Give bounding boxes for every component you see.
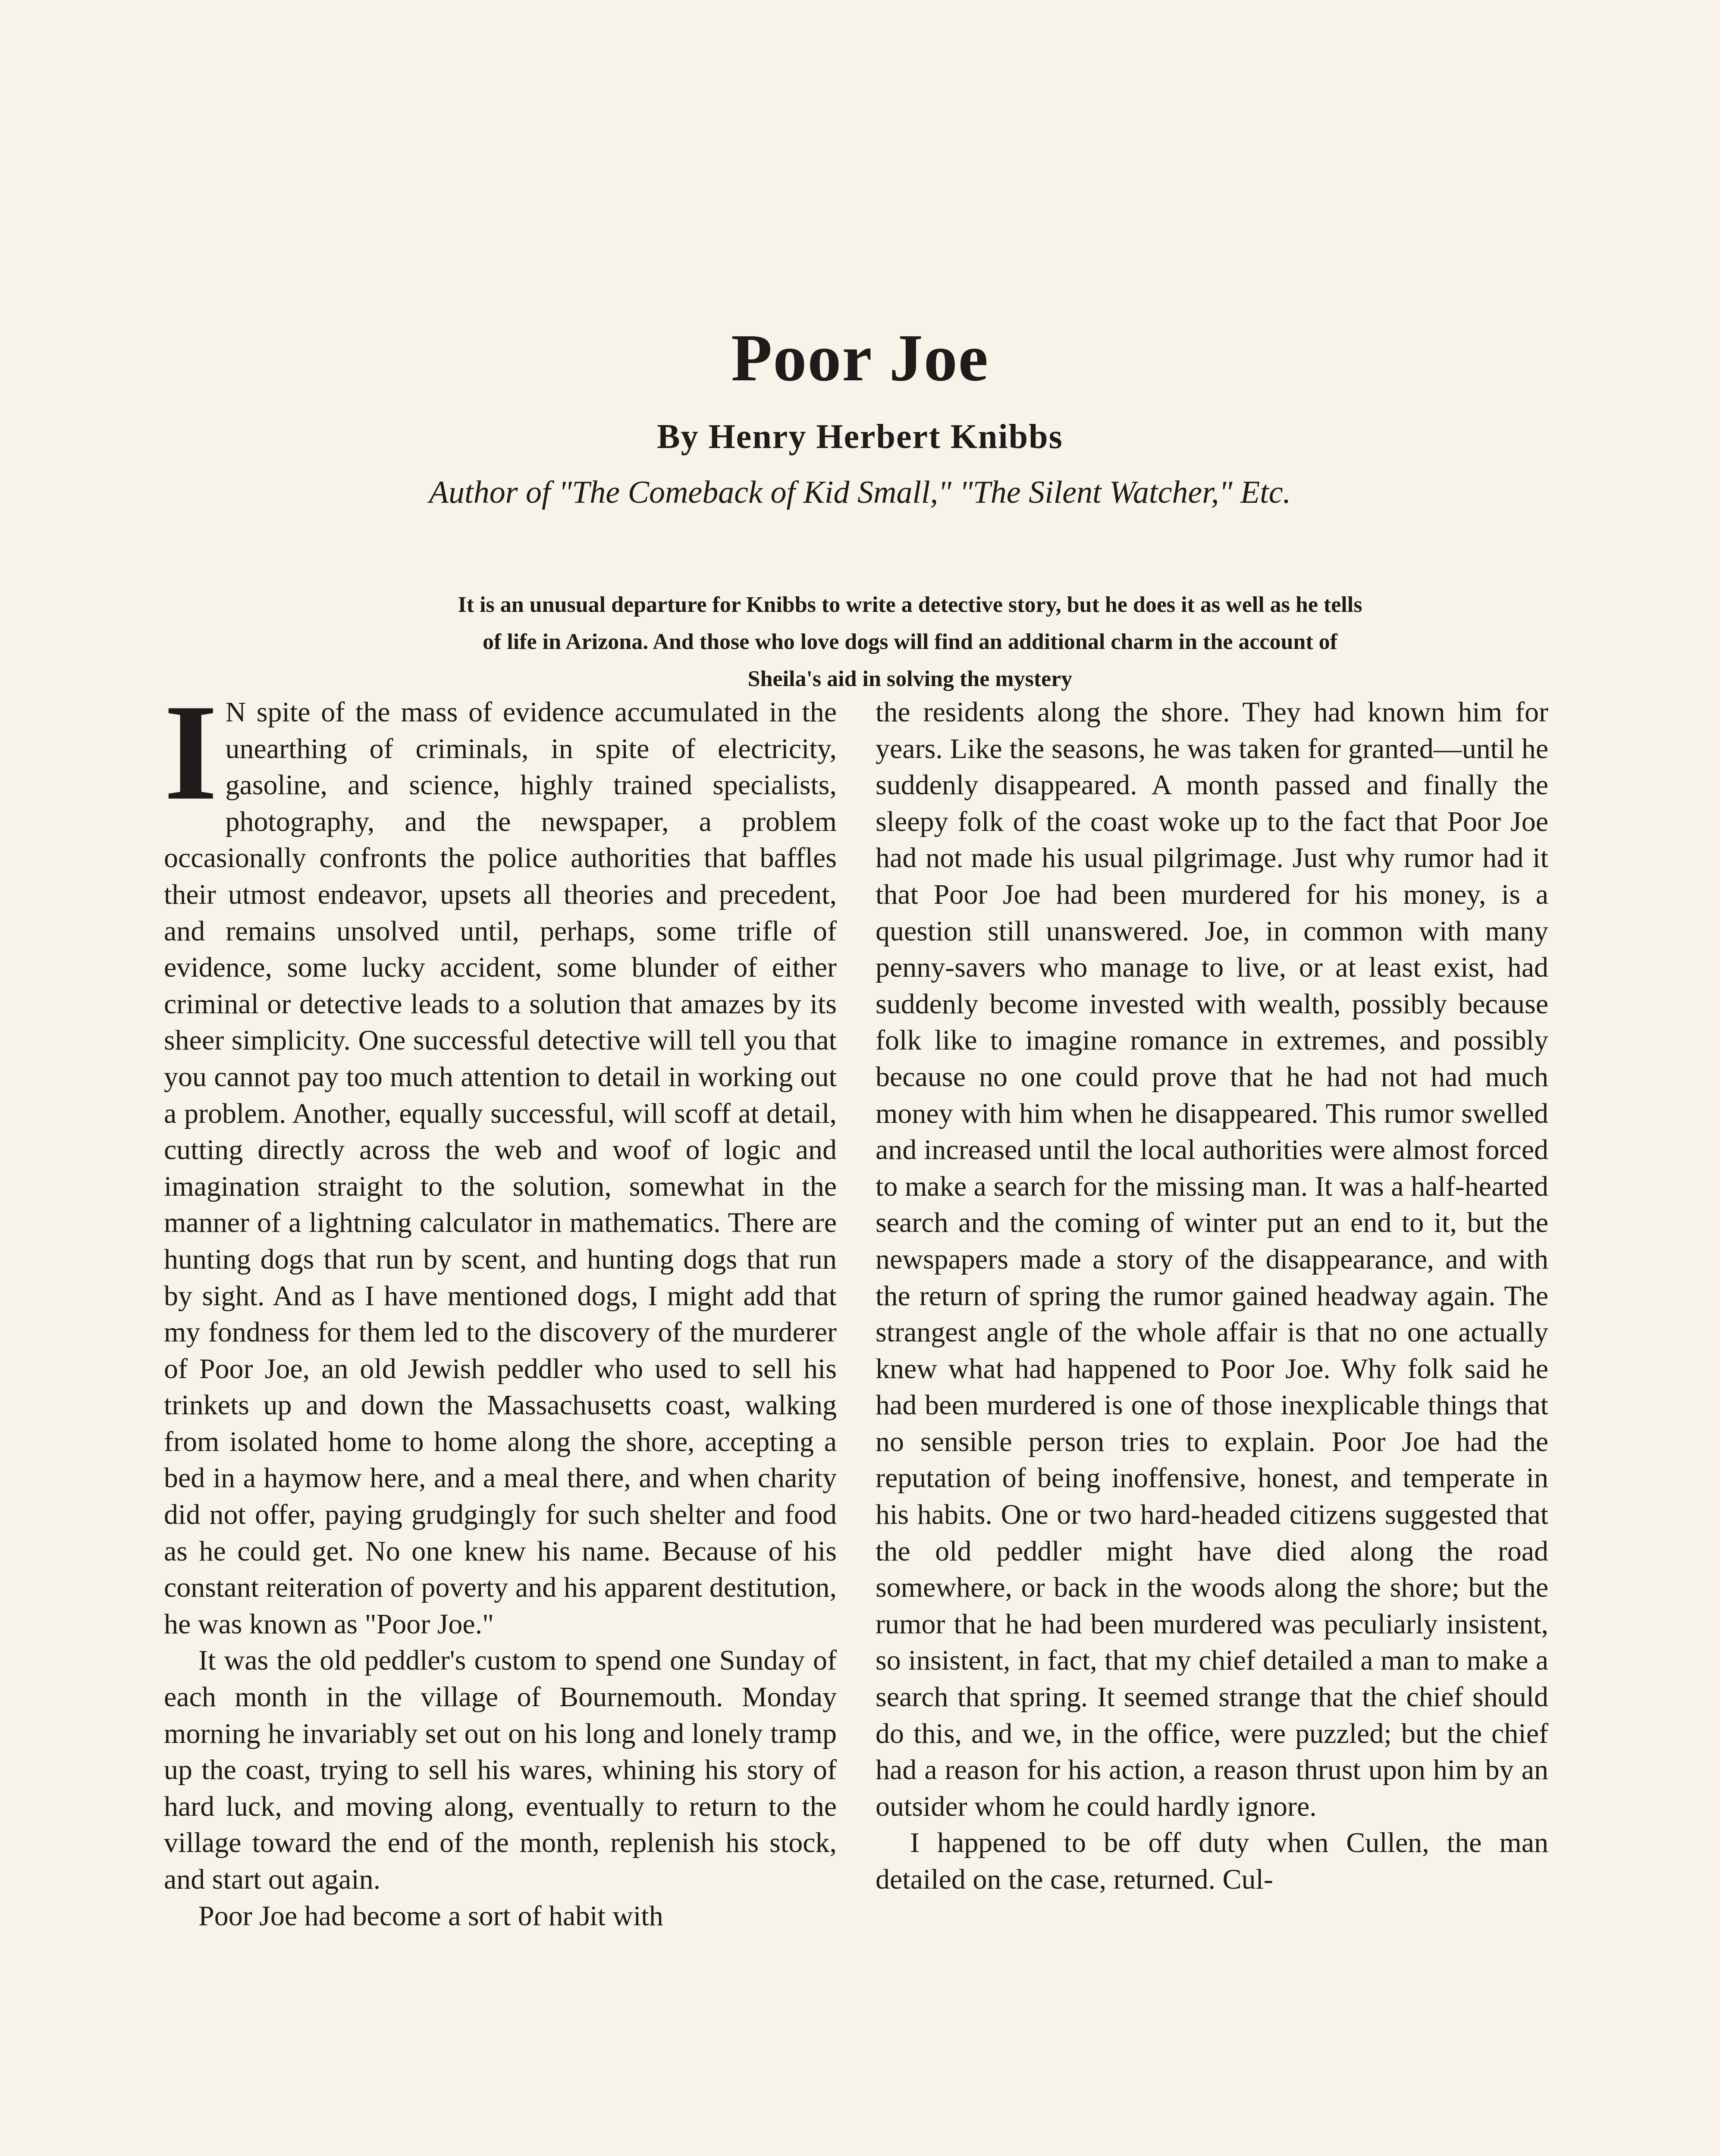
drop-cap: I	[164, 676, 218, 829]
paragraph: I happened to be off duty when Cullen, the man detailed on the case, returned. Cul-	[876, 1827, 1548, 1895]
text-column-right	[876, 694, 1548, 1898]
story-title: Poor Joe	[731, 320, 989, 395]
opening-paragraph-text: N spite of the mass of evidence accumulated in the unearthing of criminals, in spite of electricity, gasoline, and science, highly trained specialists, photography, and the newspaper, a problem occasionally confronts the police authorities that baffles their utmost endeavor, upsets all theories and precedent, and remains unsolved until, perhaps, some trifle of evidence, some lucky accident, some blunder of either criminal or detective leads to a solution that amazes by its sheer simplicity. One successful detective will tell you that you cannot pay too much attention to detail in working out a problem. Another, equally successful, will scoff at detail, cutting directly across the web and woof of logic and imagination straight to the solution, somewhat in the manner of a lightning calculator in mathematics. There are hunting dogs that run by scent, and hunting dogs that run by sight. And as I have mentioned dogs, I might add that my fondness for them led to the discovery of the murderer of Poor Joe, an old Jewish peddler who used to sell his trinkets up and down the Massachusetts coast, walking from isolated home to home along the shore, accepting a bed in a haymow here, and a meal there, and when charity did not offer, paying grudgingly for such shelter and food as he could get. No one knew his name. Because of his constant reiteration of poverty and his apparent destitution, he was known as "Poor Joe."	[164, 696, 837, 1640]
paragraph: Poor Joe had become a sort of habit with	[198, 1900, 663, 1932]
opening-paragraph	[164, 676, 837, 1642]
paragraph: It was the old peddler's custom to spend one Sunday of each month in the village of Bournemouth. Monday morning he invariably set out on his long and lonely tramp up the coast, trying to sell his wares, whining his story of hard luck, and moving along, eventually to return to the village toward the end of the month, replenish his stock, and start out again.	[164, 1645, 837, 1895]
byline: By Henry Herbert Knibbs	[657, 418, 1063, 456]
text-column-left	[164, 676, 837, 1934]
author-credits: Author of "The Comeback of Kid Small," "The Silent Watcher," Etc.	[429, 475, 1291, 510]
story-blurb: It is an unusual departure for Knibbs to write a detective story, but he does it as well as he tells of life in Arizona. And those who love dogs will find an additional charm in the account of Sheila's aid in solving the mystery	[458, 592, 1362, 691]
paragraph: the residents along the shore. They had known him for years. Like the seasons, he was taken for granted—until he suddenly disappeared. A month passed and finally the sleepy folk of the coast woke up to the fact that Poor Joe had not made his usual pilgrimage. Just why rumor had it that Poor Joe had been murdered for his money, is a question still unanswered. Joe, in common with many penny-savers who manage to live, or at least exist, had suddenly become invested with wealth, possibly because folk like to imagine romance in extremes, and possibly because no one could prove that he had not had much money with him when he disappeared. This rumor swelled and increased until the local authorities were almost forced to make a search for the missing man. It was a half-hearted search and the coming of winter put an end to it, but the newspapers made a story of the disappearance, and with the return of spring the rumor gained headway again. The strangest angle of the whole affair is that no one actually knew what had happened to Poor Joe. Why folk said he had been murdered is one of those inexplicable things that no sensible person tries to explain. Poor Joe had the reputation of being inoffensive, honest, and temperate in his habits. One or two hard-headed citizens suggested that the old peddler might have died along the road somewhere, or back in the woods along the shore; but the rumor that he had been murdered was peculiarly insistent, so insistent, in fact, that my chief detailed a man to make a search that spring. It seemed strange that the chief should do this, and we, in the office, were puzzled; but the chief had a reason for his action, a reason thrust upon him by an outsider whom he could hardly ignore.	[876, 696, 1548, 1822]
